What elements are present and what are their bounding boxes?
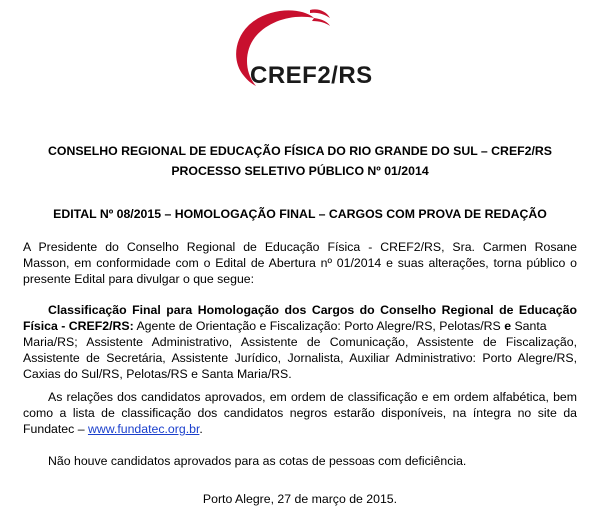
classification-line-2-end: Santa — [511, 319, 547, 333]
date-place: Porto Alegre, 27 de março de 2015. — [202, 492, 398, 506]
intro-line-1: A Presidente do Conselho Regional de Educação Física - CREF2/RS, Sra. Carmen Rosane — [23, 240, 577, 254]
classification-line-2-text: Agente de Orientação e Fiscalização: Porto Alegre/RS, Pelotas/RS — [133, 319, 505, 333]
no-candidates-note: Não houve candidatos aprovados para as cotas de pessoas com deficiência. — [48, 454, 467, 468]
relations-line-3-suffix: . — [199, 422, 203, 436]
classification-heading-line-2: Física - CREF2/RS: — [23, 319, 134, 333]
intro-line-3: presente Edital para divulgar o que segue: — [23, 272, 255, 286]
relations-line-3-prefix: Fundatec – — [23, 422, 88, 436]
intro-line-2: Masson, em conformidade com o Edital de Abertura nº 01/2014 e suas alterações, torna público o — [23, 256, 577, 270]
classification-line-2-e: e — [504, 319, 512, 333]
fundatec-link[interactable]: www.fundatec.org.br — [87, 422, 200, 436]
classification-line-2 — [23, 319, 577, 334]
classification-heading-line-1: Classificação Final para Homologação dos Cargos do Conselho Regional de Educação — [48, 303, 577, 317]
classification-line-3: Maria/RS; Assistente Administrativo, Assistente de Comunicação, Assistente de Fiscalização, — [23, 335, 577, 349]
relations-line-2: como a lista de classificação dos candidatos negros estarão disponíveis, na íntegra no site da — [23, 406, 577, 420]
relations-line-1: As relações dos candidatos aprovados, em ordem de classificação e em ordem alfabética, bem — [48, 390, 577, 404]
classification-line-5: Caxias do Sul/RS, Pelotas/RS e Santa Maria/RS. — [23, 367, 292, 381]
council-title: CONSELHO REGIONAL DE EDUCAÇÃO FÍSICA DO RIO GRANDE DO SUL – CREF2/RS — [48, 144, 552, 158]
edital-title: EDITAL Nº 08/2015 – HOMOLOGAÇÃO FINAL – CARGOS COM PROVA DE REDAÇÃO — [53, 207, 547, 221]
logo-text: CREF2/RS — [250, 62, 373, 89]
classification-line-4: Assistente de Secretária, Assistente Jurídico, Jornalista, Auxiliar Administrativo: Porto Alegre/RS, — [23, 351, 577, 365]
relations-line-3 — [23, 422, 577, 437]
process-title: PROCESSO SELETIVO PÚBLICO Nº 01/2014 — [171, 164, 429, 178]
cref-logo — [222, 2, 372, 102]
